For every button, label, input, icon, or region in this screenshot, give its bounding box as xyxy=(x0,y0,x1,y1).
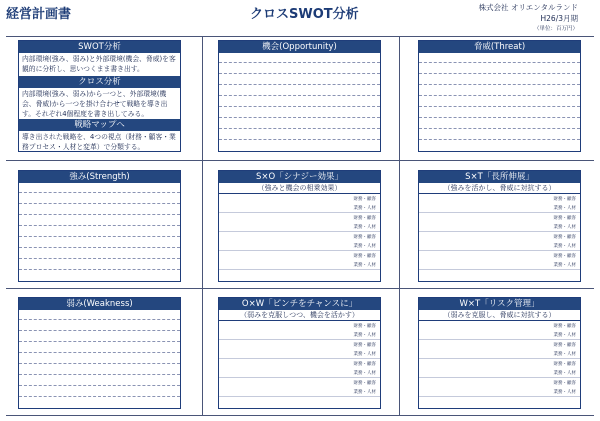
people-label: 業務・人材 xyxy=(353,390,376,395)
so-row-3[interactable] xyxy=(219,232,380,251)
finance-label: 財務・顧客 xyxy=(353,235,376,240)
people-label: 業務・人材 xyxy=(353,263,376,268)
finance-label: 財務・顧客 xyxy=(553,254,576,259)
finance-label: 財務・顧客 xyxy=(553,235,576,240)
st-row-4[interactable] xyxy=(419,251,580,270)
st-row-2[interactable] xyxy=(419,213,580,232)
st-subtitle: （強みを活かし、脅威に対抗する） xyxy=(419,183,580,194)
st-row-1[interactable] xyxy=(419,194,580,213)
cross-guide-title: クロス分析 xyxy=(19,76,180,88)
threat-panel xyxy=(418,40,581,152)
people-label: 業務・人材 xyxy=(553,390,576,395)
map-guide-text: 導き出された戦略を、4つの視点（財務・顧客・業務プロセス・人材と変革）で分類する。 xyxy=(22,133,176,151)
finance-label: 財務・顧客 xyxy=(553,324,576,329)
people-label: 業務・人材 xyxy=(553,333,576,338)
finance-label: 財務・顧客 xyxy=(553,381,576,386)
so-row-4[interactable] xyxy=(219,251,380,270)
so-row-2[interactable] xyxy=(219,213,380,232)
fiscal-period: H26/3月期 xyxy=(540,14,578,23)
unit-note: （単位：百万円） xyxy=(533,26,578,32)
so-row-1[interactable] xyxy=(219,194,380,213)
opportunity-lines[interactable] xyxy=(219,52,380,151)
so-title: S×O「シナジー効果」 xyxy=(219,171,380,183)
threat-lines[interactable] xyxy=(419,52,580,151)
strength-panel xyxy=(18,170,181,282)
ow-subtitle: （弱みを克服しつつ、機会を活かす） xyxy=(219,310,380,321)
ow-row-2[interactable] xyxy=(219,340,380,359)
wt-row-2[interactable] xyxy=(419,340,580,359)
people-label: 業務・人材 xyxy=(353,206,376,211)
wt-row-3[interactable] xyxy=(419,359,580,378)
document-title: 経営計画書 xyxy=(6,7,72,22)
guide-box xyxy=(18,40,181,152)
finance-label: 財務・顧客 xyxy=(353,343,376,348)
people-label: 業務・人材 xyxy=(353,352,376,357)
ow-panel xyxy=(218,297,381,409)
people-label: 業務・人材 xyxy=(353,225,376,230)
finance-label: 財務・顧客 xyxy=(353,216,376,221)
map-guide-title: 戦略マップへ xyxy=(19,119,180,131)
weakness-lines[interactable] xyxy=(19,309,180,408)
so-panel xyxy=(218,170,381,282)
strength-title: 強み(Strength) xyxy=(19,171,180,183)
wt-row-4[interactable] xyxy=(419,378,580,397)
st-row-3[interactable] xyxy=(419,232,580,251)
people-label: 業務・人材 xyxy=(553,225,576,230)
strength-lines[interactable] xyxy=(19,182,180,281)
st-title: S×T「長所伸展」 xyxy=(419,171,580,183)
finance-label: 財務・顧客 xyxy=(553,216,576,221)
people-label: 業務・人材 xyxy=(353,333,376,338)
ow-title: O×W「ピンチをチャンスに」 xyxy=(219,298,380,310)
swot-guide-title: SWOT分析 xyxy=(19,41,180,53)
finance-label: 財務・顧客 xyxy=(553,362,576,367)
company-name: 株式会社 オリエンタルランド xyxy=(478,3,578,12)
finance-label: 財務・顧客 xyxy=(553,197,576,202)
people-label: 業務・人材 xyxy=(553,371,576,376)
people-label: 業務・人材 xyxy=(353,244,376,249)
ow-row-1[interactable] xyxy=(219,321,380,340)
header-divider xyxy=(6,36,594,37)
swot-guide-text: 内部環境(強み、弱み)と外部環境(機会、脅威)を客観的に分析し、思いつくまま書き出す。 xyxy=(22,55,176,73)
people-label: 業務・人材 xyxy=(353,371,376,376)
finance-label: 財務・顧客 xyxy=(353,362,376,367)
wt-panel xyxy=(418,297,581,409)
cross-guide-text: 内部環境(強み、弱み)から一つと、外部環境(機会、脅威)から一つを掛け合わせて戦略を導き出す。それぞれ4個程度を書き出してみる。 xyxy=(22,90,168,118)
ow-row-3[interactable] xyxy=(219,359,380,378)
st-panel xyxy=(418,170,581,282)
finance-label: 財務・顧客 xyxy=(353,381,376,386)
ow-row-4[interactable] xyxy=(219,378,380,397)
people-label: 業務・人材 xyxy=(553,244,576,249)
weakness-panel xyxy=(18,297,181,409)
wt-subtitle: （弱みを克服し、脅威に対抗する） xyxy=(419,310,580,321)
page-title: クロスSWOT分析 xyxy=(250,7,359,22)
so-subtitle: （強みと機会の相乗効果） xyxy=(219,183,380,194)
opportunity-title: 機会(Opportunity) xyxy=(219,41,380,53)
row-divider-2 xyxy=(6,288,594,289)
wt-row-1[interactable] xyxy=(419,321,580,340)
opportunity-panel xyxy=(218,40,381,152)
finance-label: 財務・顧客 xyxy=(553,343,576,348)
people-label: 業務・人材 xyxy=(553,263,576,268)
finance-label: 財務・顧客 xyxy=(353,324,376,329)
finance-label: 財務・顧客 xyxy=(353,197,376,202)
column-divider-1 xyxy=(202,37,203,415)
column-divider-2 xyxy=(399,37,400,415)
weakness-title: 弱み(Weakness) xyxy=(19,298,180,310)
people-label: 業務・人材 xyxy=(553,206,576,211)
wt-title: W×T「リスク管理」 xyxy=(419,298,580,310)
finance-label: 財務・顧客 xyxy=(353,254,376,259)
threat-title: 脅威(Threat) xyxy=(419,41,580,53)
people-label: 業務・人材 xyxy=(553,352,576,357)
bottom-divider xyxy=(6,415,594,416)
row-divider-1 xyxy=(6,160,594,161)
